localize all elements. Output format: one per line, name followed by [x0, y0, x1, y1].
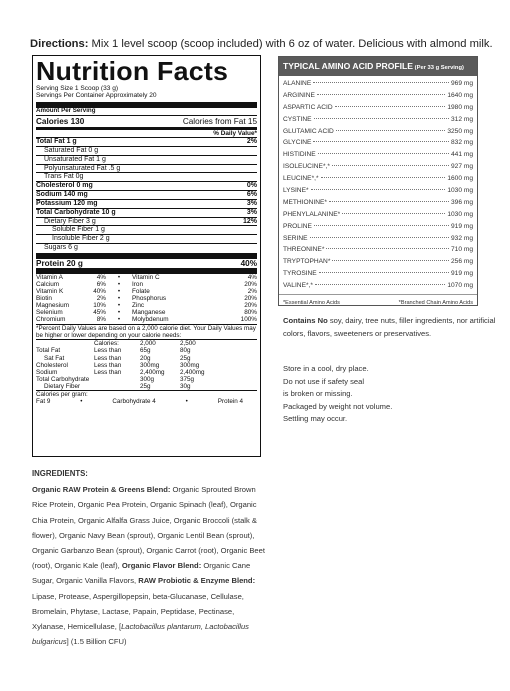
- amino-name: LEUCINE*,*: [283, 175, 319, 183]
- amino-row: [279, 233, 477, 245]
- calories-row: [36, 115, 257, 127]
- vitamin-cell: •: [117, 309, 121, 317]
- nutrient-dv: 12%: [242, 217, 257, 225]
- amino-name: THREONINE*: [283, 246, 325, 254]
- amino-row: [279, 102, 477, 114]
- protein-label: Protein 20 g: [36, 258, 83, 268]
- amino-value: 1980 mg: [447, 103, 473, 111]
- nutrient-row: [36, 234, 257, 243]
- contains-text: soy, dairy, tree nuts, filler ingredients, nor artificial colors, flavors, sweeteners or preservatives.: [283, 316, 496, 338]
- footnote-cell: 2,500: [180, 340, 196, 348]
- vitamin-table: [36, 274, 257, 323]
- nutrient-label: Sodium 140 mg: [36, 191, 88, 199]
- amino-value: 1030 mg: [447, 210, 473, 218]
- vitamin-cell: 80%: [244, 309, 257, 317]
- serving-size: Serving Size 1 Scoop (33 g): [36, 85, 119, 92]
- vitamin-cell: Magnesium: [36, 302, 70, 310]
- footnote-cell: Cholesterol: [36, 361, 68, 369]
- footnote-cell: Total Fat: [36, 347, 61, 355]
- dot-leader: [318, 153, 449, 154]
- amino-value: 919 mg: [451, 270, 473, 278]
- nutrient-label: Potassium 120 mg: [36, 199, 98, 207]
- daily-value-header: % Daily Value*: [213, 129, 257, 137]
- vitamin-cell: Selenium: [36, 309, 63, 317]
- amino-value: 832 mg: [451, 139, 473, 147]
- amino-row: [279, 197, 477, 209]
- amino-name: LYSINE*: [283, 187, 309, 195]
- footnote-cell: 300mg: [140, 361, 160, 369]
- amino-row: [279, 221, 477, 233]
- nutrient-row: [36, 146, 257, 155]
- vitamin-cell: 20%: [244, 295, 257, 303]
- footnote-cell: Less than: [94, 354, 122, 362]
- calories: Calories 130: [36, 116, 85, 126]
- amino-title: TYPICAL AMINO ACID PROFILE (Per 33 g Serving): [279, 57, 477, 76]
- storage-line: is broken or missing.: [283, 389, 353, 399]
- storage-line: Store in a cool, dry place.: [283, 364, 369, 373]
- daily-value-footnote: *Percent Daily Values are based on a 2,000 calorie diet. Your Daily Values may be higher or lower depending on your calorie needs:: [36, 325, 256, 340]
- dot-leader: [332, 260, 449, 261]
- footnote-cell: 300g: [140, 375, 155, 383]
- dot-leader: [313, 82, 449, 83]
- calories-per-gram: [36, 398, 257, 405]
- nutrient-row: [36, 199, 257, 208]
- dot-leader: [321, 177, 446, 178]
- footnote-cell: Calories:: [94, 340, 119, 348]
- nutrient-label: Saturated Fat 0 g: [44, 146, 99, 154]
- amino-value: 710 mg: [451, 246, 473, 254]
- storage-line: Settling may occur.: [283, 414, 348, 424]
- calories-from-fat: Calories from Fat 15: [182, 116, 257, 126]
- footnote-cell: 375g: [180, 375, 195, 383]
- nutrition-facts-panel: [32, 55, 261, 457]
- amino-value: 396 mg: [451, 198, 473, 206]
- vitamin-cell: •: [117, 281, 121, 289]
- footnote-cell: [94, 376, 140, 383]
- amino-value: 3250 mg: [447, 127, 473, 135]
- amino-acid-panel: [278, 56, 478, 306]
- vitamin-cell: Manganese: [132, 309, 166, 317]
- nutrient-dv: 3%: [246, 199, 257, 207]
- amino-row: [279, 185, 477, 197]
- nutrient-row: [36, 155, 257, 164]
- storage-line: Packaged by weight not volume.: [283, 401, 393, 411]
- amino-row: [279, 137, 477, 149]
- footnote-cell: 20g: [140, 354, 151, 362]
- footnote-cell: Sat Fat: [44, 354, 65, 362]
- nutrient-dv: 6%: [246, 191, 257, 199]
- nutrient-row: [36, 225, 257, 234]
- nutrient-row: [36, 243, 257, 252]
- vitamin-cell: 100%: [240, 316, 257, 324]
- amino-name: TRYPTOPHAN*: [283, 258, 331, 266]
- protein-dv: 40%: [240, 258, 257, 268]
- nutrient-label: Dietary Fiber 3 g: [44, 217, 96, 225]
- contains-no-statement: [283, 315, 498, 340]
- nutrient-label: Total Fat 1 g: [36, 138, 77, 146]
- nutrient-label: Trans Fat 0g: [44, 173, 84, 181]
- note-essential: *Essential Amino Acids: [283, 300, 340, 307]
- directions-label: Directions:: [30, 38, 89, 50]
- vitamin-cell: 10%: [93, 302, 106, 310]
- amino-value: 441 mg: [451, 151, 473, 159]
- nutrient-label: Unsaturated Fat 1 g: [44, 155, 106, 163]
- dot-leader: [326, 248, 449, 249]
- amount-per-serving: Amount Per Serving: [36, 106, 96, 114]
- ingredients-text: Organic RAW Protein & Greens Blend: Organic Sprouted Brown Rice Protein, Organic Pea Protein, Organic Spinach (leaf), Organic Chia Protein, Organic Alfalfa Grass Juice, Organic Broccoli (stalk & flower), Organic Navy Bean (sprout), Organic Lentil Bean (sprout), Organic Garbanzo Bean (sprout), Organic Carrot (root), Organic Beet (root), Organic Kale (leaf), Organic Flavor Blend: Organic Cane Sugar, Organic Vanilla Flavors, RAW Probiotic & Enzyme Blend: Lipase, Protease, Aspergillopepsin, beta-Glucanase, Cellulase, Bromelain, Phytase, Lactase, Papain, Peptidase, Pectinase, Xylanase, Hemicellulase, [Lactobacillus plantarum, Lactobacillus bulgaricus] (1.5 Billion CFU): [32, 485, 265, 647]
- amino-row: [279, 78, 477, 90]
- vitamin-cell: Vitamin K: [36, 288, 64, 296]
- amino-name: TYROSINE: [283, 270, 317, 278]
- vitamin-cell: Folate: [132, 288, 150, 296]
- footnote-cell: Less than: [94, 361, 122, 369]
- amino-row: [279, 114, 477, 126]
- amino-notes: [279, 294, 477, 306]
- dot-leader: [336, 130, 446, 131]
- amino-title-note: (Per 33 g Serving): [413, 65, 464, 71]
- calories-per-gram-item: Carbohydrate 4: [112, 397, 156, 405]
- calories-per-gram-item: •: [185, 397, 188, 405]
- amino-value: 919 mg: [451, 222, 473, 230]
- nutrient-label: Cholesterol 0 mg: [36, 182, 93, 190]
- footnote-cell: 65g: [140, 347, 151, 355]
- amino-name: HISTIDINE: [283, 151, 316, 159]
- amino-name: GLUTAMIC ACID: [283, 127, 334, 135]
- vitamin-cell: •: [117, 295, 121, 303]
- dot-leader: [317, 94, 445, 95]
- footnote-cell: 2,400mg: [140, 368, 165, 376]
- footnote-cell: 300mg: [180, 361, 200, 369]
- vitamin-cell: Iron: [132, 281, 144, 289]
- vitamin-cell: 4%: [247, 274, 257, 281]
- dot-leader: [315, 284, 445, 285]
- amino-value: 969 mg: [451, 80, 473, 87]
- footnote-cell: Less than: [94, 347, 122, 355]
- footnote-cell: Less than: [94, 368, 122, 376]
- amino-row: [279, 256, 477, 268]
- amino-name: CYSTINE: [283, 115, 312, 123]
- vitamin-cell: Zinc: [132, 302, 145, 310]
- vitamin-cell: 2%: [96, 295, 106, 303]
- footnote-cell: [36, 340, 94, 347]
- vitamin-cell: 20%: [244, 302, 257, 310]
- nutrient-row: [36, 190, 257, 199]
- servings-per-container: Servings Per Container Approximately 20: [36, 92, 157, 100]
- calories-per-gram-label: Calories per gram:: [36, 390, 88, 398]
- dot-leader: [329, 201, 449, 202]
- storage-instructions: [283, 363, 488, 426]
- vitamin-cell: 40%: [93, 288, 106, 296]
- amino-row: [279, 244, 477, 256]
- amino-row: [279, 268, 477, 280]
- dot-leader: [342, 213, 445, 214]
- protein-row: [36, 259, 257, 268]
- footnote-cell: Dietary Fiber: [44, 382, 81, 390]
- nutrient-row: [36, 172, 257, 181]
- amino-row: [279, 126, 477, 138]
- amino-value: 927 mg: [451, 163, 473, 171]
- directions: [30, 38, 500, 50]
- amino-row: [279, 161, 477, 173]
- nutrient-dv: 0%: [246, 182, 257, 190]
- amino-value: 312 mg: [451, 115, 473, 123]
- nutrient-row: [36, 208, 257, 217]
- amino-value: 1640 mg: [447, 91, 473, 99]
- vitamin-cell: •: [117, 274, 121, 281]
- nutrient-label: Polyunsaturated Fat .5 g: [44, 164, 121, 172]
- dot-leader: [319, 272, 449, 273]
- amino-name: ASPARTIC ACID: [283, 103, 333, 111]
- footnote-cell: Total Carbohydrate: [36, 375, 90, 383]
- nutrient-row: [36, 164, 257, 173]
- amino-name: METHIONINE*: [283, 198, 327, 206]
- footnote-cell: 2,000: [140, 340, 156, 348]
- amino-rows: [279, 76, 477, 292]
- vitamin-cell: 2%: [247, 288, 257, 296]
- calories-per-gram-item: Fat 9: [36, 397, 51, 405]
- dot-leader: [335, 106, 446, 107]
- nutrition-title: Nutrition Facts: [36, 56, 229, 86]
- vitamin-cell: 4%: [96, 274, 106, 281]
- nutrient-label: Total Carbohydrate 10 g: [36, 208, 116, 216]
- footnote-cell: 25g: [180, 354, 191, 362]
- dot-leader: [314, 225, 449, 226]
- vitamin-cell: Biotin: [36, 295, 52, 303]
- footnote-cell: 30g: [180, 382, 191, 390]
- amino-name: GLYCINE: [283, 139, 312, 147]
- amino-value: 1030 mg: [447, 187, 473, 195]
- dot-leader: [311, 189, 446, 190]
- amino-value: 1070 mg: [447, 282, 473, 290]
- vitamin-cell: 8%: [96, 316, 106, 324]
- ingredients-heading: INGREDIENTS:: [32, 469, 88, 478]
- contains-label: Contains No: [283, 316, 328, 325]
- amino-row: [279, 209, 477, 221]
- nutrient-dv: 3%: [246, 208, 257, 216]
- directions-text: Mix 1 level scoop (scoop included) with 6 oz of water. Delicious with almond milk.: [88, 38, 493, 50]
- nutrient-row: [36, 181, 257, 190]
- amino-name: SERINE: [283, 234, 308, 242]
- vitamin-cell: •: [117, 316, 121, 324]
- footnote-cell: Sodium: [36, 368, 58, 376]
- amino-row: [279, 280, 477, 292]
- amino-value: 932 mg: [451, 234, 473, 242]
- amino-value: 256 mg: [451, 258, 473, 266]
- vitamin-cell: •: [117, 302, 121, 310]
- footnote-cell: 25g: [140, 382, 151, 390]
- vitamin-cell: Molybdenum: [132, 316, 169, 324]
- amino-row: [279, 90, 477, 102]
- footnote-cell: [94, 383, 140, 390]
- nutrient-label: Soluble Fiber 1 g: [52, 226, 105, 234]
- ingredients: [32, 466, 267, 649]
- amino-name: ALANINE: [283, 80, 312, 87]
- note-branched: *Branched Chain Amino Acids: [398, 300, 473, 307]
- vitamin-cell: Vitamin C: [132, 274, 160, 281]
- vitamin-cell: Vitamin A: [36, 274, 63, 281]
- vitamin-cell: •: [117, 288, 121, 296]
- vitamin-cell: Calcium: [36, 281, 60, 289]
- nutrient-label: Insoluble Fiber 2 g: [52, 235, 110, 243]
- amino-name: PROLINE: [283, 222, 312, 230]
- storage-line: Do not use if safety seal: [283, 376, 365, 386]
- footnote-table: [36, 340, 257, 389]
- dot-leader: [332, 165, 449, 166]
- vitamin-cell: 20%: [244, 281, 257, 289]
- dot-leader: [313, 141, 449, 142]
- vitamin-cell: Phosphorus: [132, 295, 167, 303]
- dot-leader: [310, 237, 449, 238]
- vitamin-cell: 45%: [93, 309, 106, 317]
- amino-row: [279, 149, 477, 161]
- amino-name: ARGININE: [283, 91, 315, 99]
- footnote-cell: 2,400mg: [180, 368, 205, 376]
- amino-name: VALINE*,*: [283, 282, 313, 290]
- amino-value: 1600 mg: [447, 175, 473, 183]
- footnote-cell: 80g: [180, 347, 191, 355]
- vitamin-cell: 6%: [96, 281, 106, 289]
- calories-per-gram-item: •: [80, 397, 83, 405]
- nutrient-label: Sugars 6 g: [44, 243, 78, 251]
- nutrient-row: [36, 137, 257, 146]
- amino-name: PHENYLALANINE*: [283, 210, 341, 218]
- calories-per-gram-item: Protein 4: [217, 397, 243, 405]
- dot-leader: [314, 118, 449, 119]
- nutrient-row: [36, 217, 257, 226]
- vitamin-cell: Chromium: [36, 316, 66, 324]
- amino-row: [279, 173, 477, 185]
- nutrient-rows: [36, 137, 257, 252]
- amino-name: ISOLEUCINE*,*: [283, 163, 330, 171]
- nutrient-dv: 2%: [246, 138, 257, 146]
